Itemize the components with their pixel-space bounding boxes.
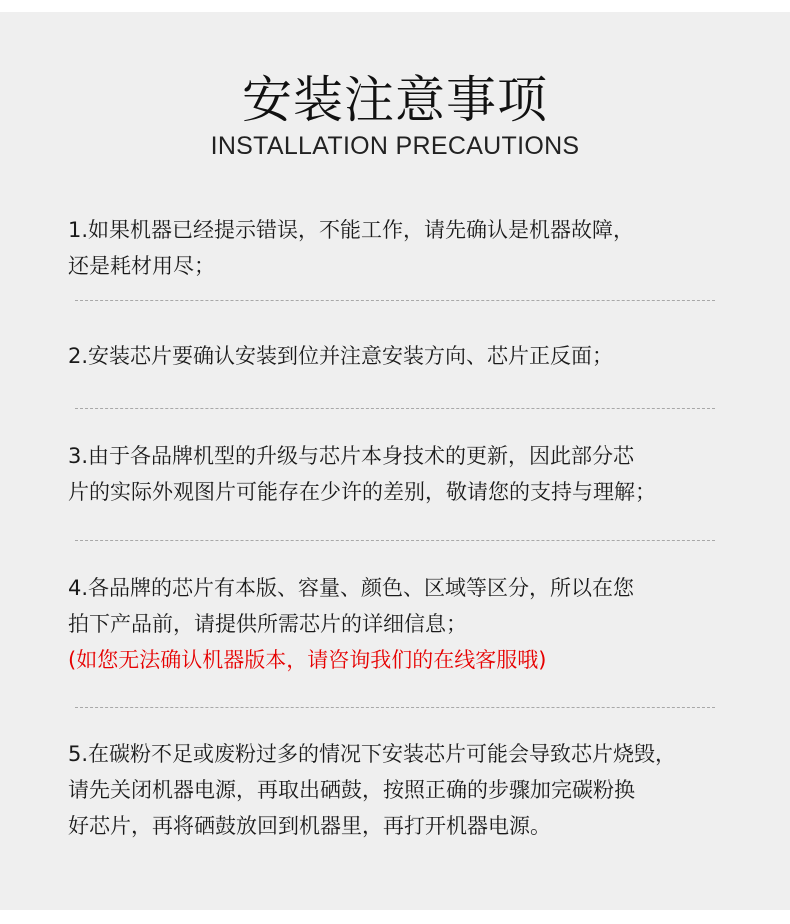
dashed-divider [75,300,715,301]
item-line: 还是耗材用尽； [68,254,215,278]
warning-note: (如您无法确认机器版本，请咨询我们的在线客服哦) [68,648,547,672]
item-line: 请先关闭机器电源，再取出硒鼓，按照正确的步骤加完碳粉换 [68,778,635,802]
dashed-divider [75,408,715,409]
item-line: 3.由于各品牌机型的升级与芯片本身技术的更新，因此部分芯 [68,444,635,468]
precaution-item-3 [68,438,758,510]
item-line: 2.安装芯片要确认安装到位并注意安装方向、芯片正反面； [68,344,614,368]
dashed-divider [75,707,715,708]
precaution-item-1 [68,212,758,284]
precautions-panel [0,12,790,910]
page-title: 安装注意事项 [242,71,548,129]
item-line: 5.在碳粉不足或废粉过多的情况下安装芯片可能会导致芯片烧毁， [68,742,677,766]
item-line: 好芯片，再将硒鼓放回到机器里，再打开机器电源。 [68,814,551,838]
precaution-item-4 [68,570,758,678]
precaution-item-5 [68,736,758,844]
page-subtitle: INSTALLATION PRECAUTIONS [210,132,580,160]
item-line: 1.如果机器已经提示错误，不能工作，请先确认是机器故障， [68,218,635,242]
item-line: 4.各品牌的芯片有本版、容量、颜色、区域等区分，所以在您 [68,576,635,600]
precaution-item-2 [68,338,758,374]
item-line: 拍下产品前，请提供所需芯片的详细信息； [68,612,467,636]
item-line: 片的实际外观图片可能存在少许的差别，敬请您的支持与理解； [68,480,656,504]
dashed-divider [75,540,715,541]
